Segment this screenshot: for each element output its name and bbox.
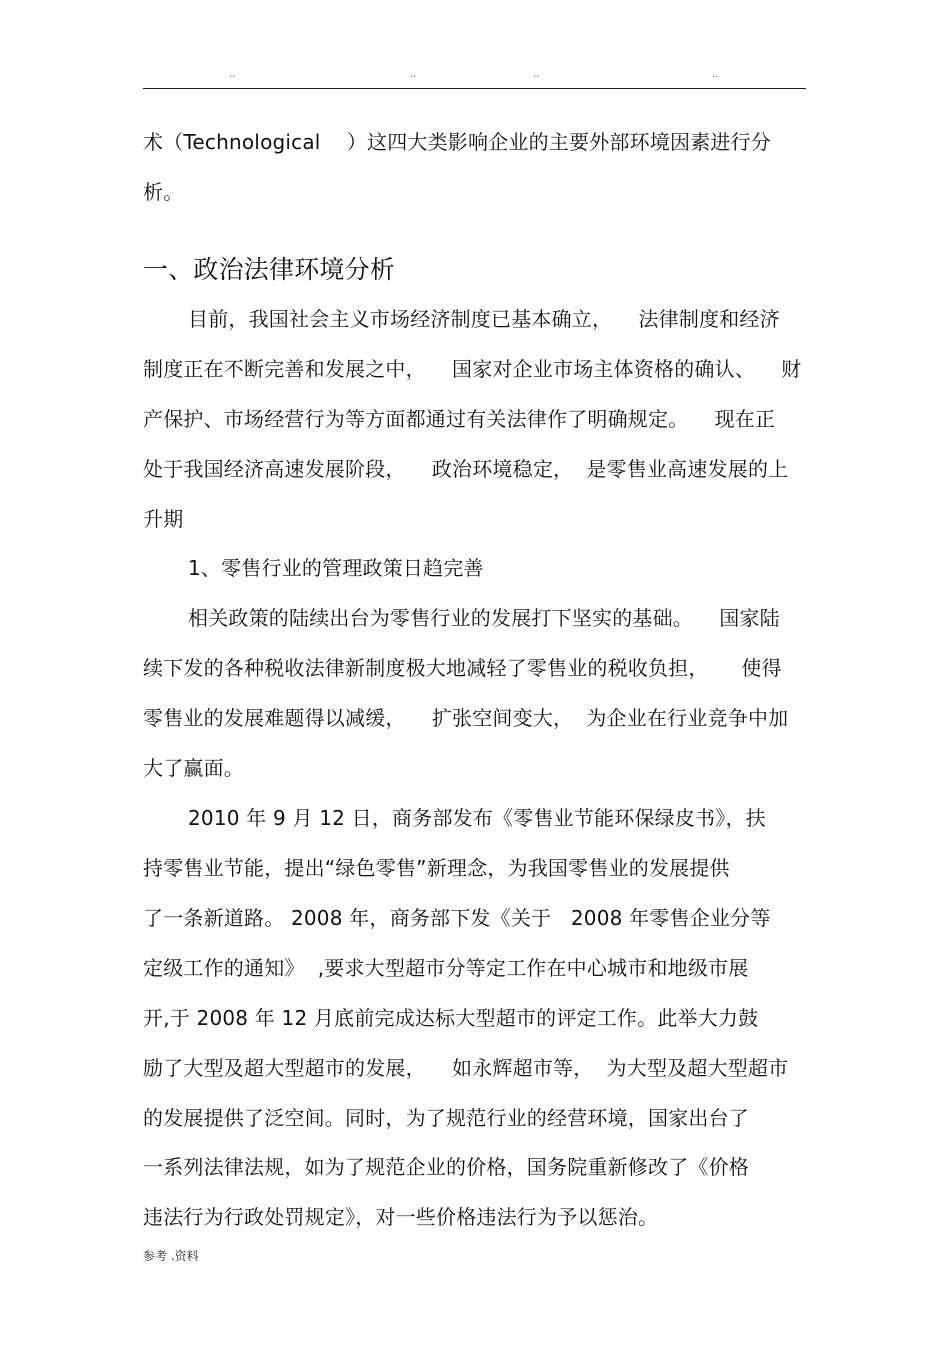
body-line: 持零售业节能，提出“绿色零售”新理念，为我国零售业的发展提供 <box>143 856 730 880</box>
body-line: 2010 年 9 月 12 日，商务部发布《零售业节能环保绿皮书》，扶 <box>188 806 766 830</box>
body-line: 定级工作的通知》 ,要求大型超市分等定工作在中心城市和地级市展 <box>143 956 749 980</box>
header-mark: .. <box>410 69 417 80</box>
body-line: 一系列法律法规，如为了规范企业的价格，国务院重新修改了《价格 <box>143 1155 749 1179</box>
body-line: 处于我国经济高速发展阶段， 政治环境稳定， 是零售业高速发展的上 <box>143 457 789 481</box>
body-line: 零售业的发展难题得以减缓， 扩张空间变大， 为企业在行业竞争中加 <box>143 706 789 730</box>
body-line: 相关政策的陆续出台为零售行业的发展打下坚实的基础。 国家陆 <box>188 606 780 630</box>
body-line: 开,于 2008 年 12 月底前完成达标大型超市的评定工作。此举大力鼓 <box>143 1006 759 1030</box>
header-mark: .. <box>712 69 719 80</box>
body-line: 产保护、市场经营行为等方面都通过有关法律作了明确规定。 现在正 <box>143 407 776 431</box>
header-mark: .. <box>533 69 540 80</box>
body-line: 励了大型及超大型超市的发展， 如永辉超市等， 为大型及超大型超市 <box>143 1056 789 1080</box>
body-line: 续下发的各种税收法律新制度极大地减轻了零售业的税收负担， 使得 <box>143 656 782 680</box>
body-line: 制度正在不断完善和发展之中， 国家对企业市场主体资格的确认、 财 <box>143 357 802 381</box>
body-line: 大了赢面。 <box>143 756 244 780</box>
body-line: 升期 <box>143 507 184 531</box>
header-rule <box>143 88 806 89</box>
subsection-heading: 1、零售行业的管理政策日趋完善 <box>188 556 484 580</box>
header-mark: .. <box>229 69 236 80</box>
page-header <box>0 70 950 84</box>
body-line: 析。 <box>143 180 184 204</box>
body-line: 术（Technological ）这四大类影响企业的主要外部环境因素进行分 <box>143 130 771 154</box>
body-line: 的发展提供了泛空间。同时，为了规范行业的经营环境，国家出台了 <box>143 1106 749 1130</box>
body-line: 违法行为行政处罚规定》，对一些价格违法行为予以惩治。 <box>143 1205 659 1229</box>
page-footer: 参考 .资料 <box>143 1249 199 1263</box>
section-heading: 一、政治法律环境分析 <box>143 255 396 284</box>
body-line: 了一条新道路。 2008 年，商务部下发《关于 2008 年零售企业分等 <box>143 906 771 930</box>
body-line: 目前，我国社会主义市场经济制度已基本确立， 法律制度和经济 <box>188 307 780 331</box>
